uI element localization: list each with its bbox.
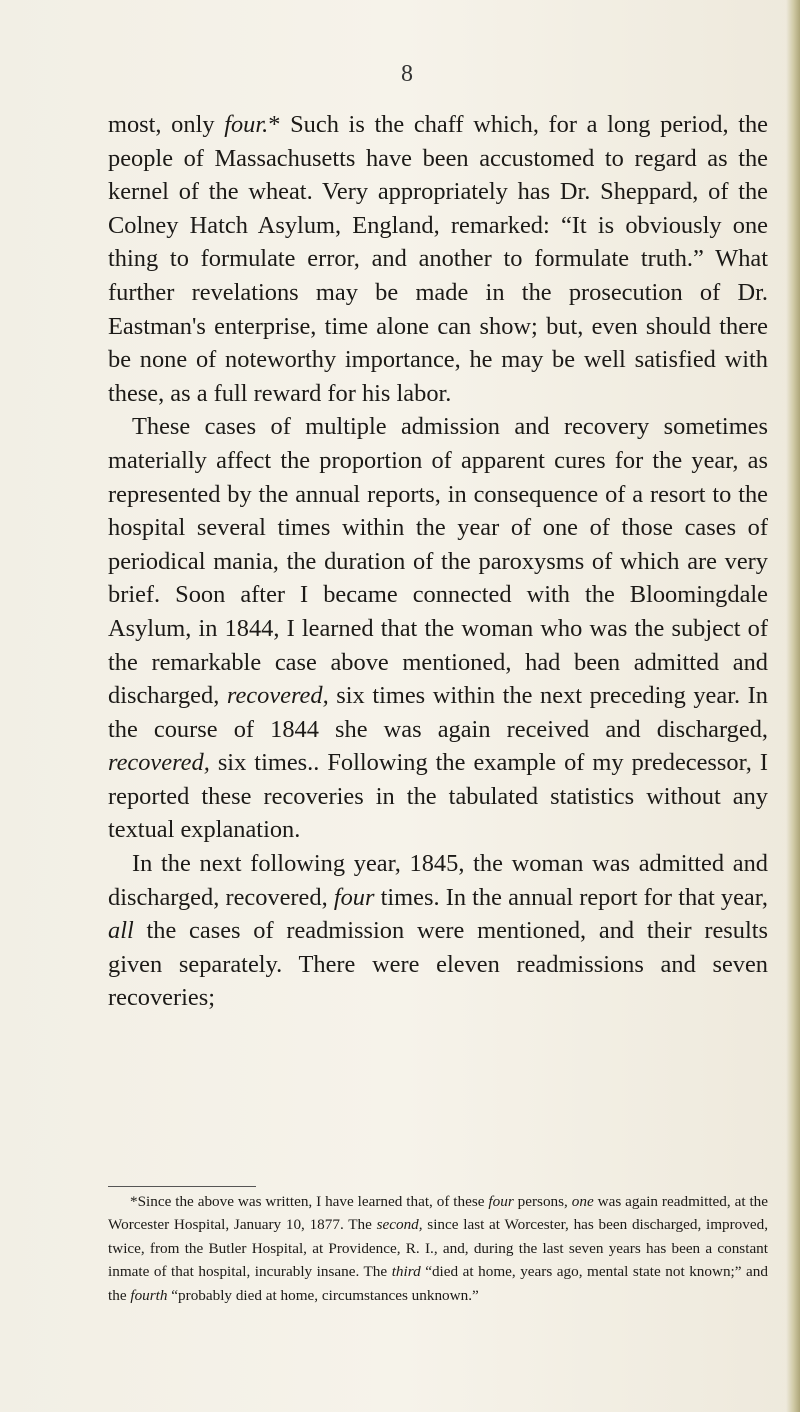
- italic-text: four: [488, 1193, 514, 1210]
- footnote-paragraph: [108, 1190, 768, 1307]
- italic-text: four: [333, 883, 375, 911]
- footnote-divider: [108, 1186, 256, 1187]
- italic-text: four.: [224, 111, 269, 138]
- main-text: [108, 108, 768, 1015]
- text-run: times. In the annual report for that year,: [374, 883, 768, 911]
- italic-text: third: [391, 1263, 421, 1281]
- paragraph-3: [108, 847, 768, 1015]
- page-number: 8: [401, 61, 413, 87]
- text-run: the cases of readmission were mentioned, and their results given separately. There were eleven readmissions and seven recoveries;: [108, 917, 768, 1012]
- footnote: [108, 1190, 768, 1307]
- text-run: six times.. Following the example of my predecessor, I reported these recoveries in the tabulated statistics without any textual explanation.: [108, 749, 768, 844]
- text-run: “died at home, years ago, mental state not known;” and the: [108, 1263, 768, 1304]
- italic-text: all: [108, 917, 134, 945]
- text-run: *Since the above was written, I have learned that, of these: [130, 1193, 489, 1210]
- italic-text: recovered,: [108, 749, 210, 777]
- paragraph-1: [108, 108, 768, 410]
- text-run: was again readmitted, at the Worcester Hospital, January 10, 1877. The: [108, 1193, 768, 1234]
- paragraph-2: [108, 410, 768, 847]
- text-run: most, only: [108, 111, 225, 138]
- text-run: In the next following year, 1845, the woman was admitted and discharged, recovered,: [108, 850, 768, 911]
- italic-text: second,: [376, 1216, 423, 1234]
- text-run: * Such is the chaff which, for a long period, the people of Massachusetts have been accustomed to regard as the kernel of the wheat. Very appropriately has Dr. Sheppard, of the Colney Hatch Asylum, England, remarked: “It is obviously one thing to formulate error, and another to formulate truth.” What further revelations may be made in the prosecution of Dr. Eastman's enterprise, time alone can show; but, even should there be none of noteworthy importance, he may be well satisfied with these, as a full reward for his labor.: [108, 111, 768, 407]
- text-run: since last at Worcester, has been discharged, improved, twice, from the Butler Hospital, at Providence, R. I., and, during the last seven years has been a constant inmate of that hospital, incurably insane. The: [108, 1216, 769, 1281]
- italic-text: fourth: [130, 1286, 168, 1304]
- text-run: These cases of multiple admission and recovery sometimes materially affect the proportion of apparent cures for the year, as represented by the annual reports, in consequence of a resort to the hospital several times within the year of one of those cases of periodical mania, the duration of the paroxysms of which are very brief. Soon after I became connected with the Bloomingdale Asylum, in 1844, I learned that the woman who was the subject of the remarkable case above mentioned, had been admitted and discharged,: [108, 413, 768, 710]
- text-run: “probably died at home, circumstances unknown.”: [167, 1286, 479, 1304]
- italic-text: recovered,: [226, 682, 329, 710]
- text-run: six times within the next preceding year. In the course of 1844 she was again received and discharged,: [108, 682, 768, 743]
- italic-text: one: [571, 1193, 594, 1210]
- text-run: persons,: [513, 1193, 572, 1210]
- page-edge-shadow: [786, 0, 800, 1412]
